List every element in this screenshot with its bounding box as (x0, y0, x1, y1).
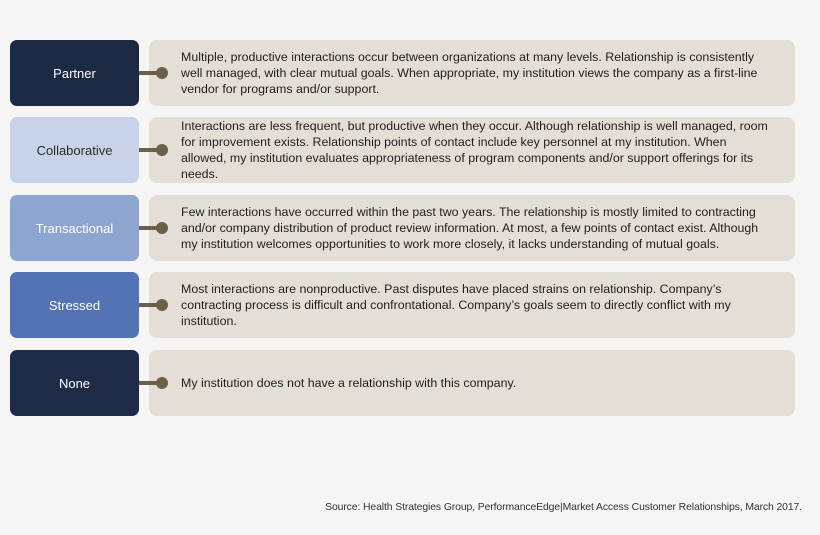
level-row-transactional (10, 195, 796, 261)
level-label-stressed: Stressed (10, 272, 139, 338)
connector-dot-icon (156, 144, 168, 156)
level-description-none: My institution does not have a relationship with this company. (149, 350, 795, 416)
connector-dot-icon (156, 222, 168, 234)
level-row-none (10, 350, 796, 416)
level-label-partner: Partner (10, 40, 139, 106)
connector-dot-icon (156, 377, 168, 389)
level-description-partner: Multiple, productive interactions occur between organizations at many levels. Relationship is consistently well managed, with clear mutual goals. When appropriate, my institution views the company as a first-line vendor for programs and/or support. (149, 40, 795, 106)
connector-dot-icon (156, 67, 168, 79)
level-label-none: None (10, 350, 139, 416)
level-row-stressed (10, 272, 796, 338)
source-footnote: Source: Health Strategies Group, PerformanceEdge|Market Access Customer Relationships, March 2017. (325, 502, 802, 513)
level-label-collaborative: Collaborative (10, 117, 139, 183)
level-row-partner (10, 40, 796, 106)
level-row-collaborative (10, 117, 796, 183)
level-description-transactional: Few interactions have occurred within the past two years. The relationship is mostly limited to contracting and/or company distribution of product review information. At most, a few points of contact exist. Although my institution welcomes opportunities to work more closely, it lacks understanding of mutual goals. (149, 195, 795, 261)
level-label-transactional: Transactional (10, 195, 139, 261)
level-description-stressed: Most interactions are nonproductive. Past disputes have placed strains on relationship. Company’s contracting process is difficult and confrontational. Company’s goals seem to directly conflict with my institution. (149, 272, 795, 338)
connector-dot-icon (156, 299, 168, 311)
level-description-collaborative: Interactions are less frequent, but productive when they occur. Although relationship is well managed, room for improvement exists. Relationship points of contact include key personnel at my institution. When allowed, my institution evaluates appropriateness of program components and/or support offerings for its needs. (149, 117, 795, 183)
